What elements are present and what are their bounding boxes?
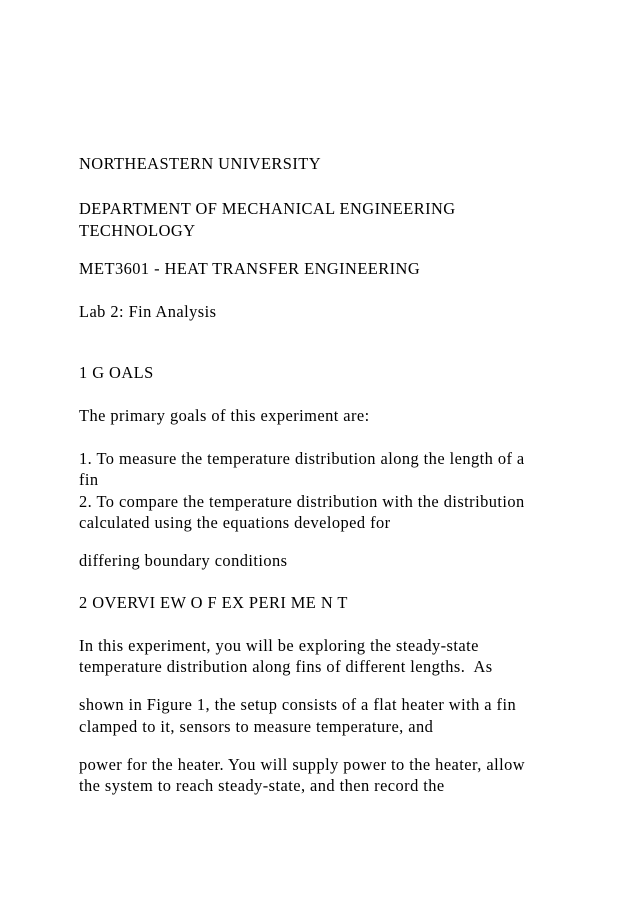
department-name-line-1: DEPARTMENT OF MECHANICAL ENGINEERING: [79, 199, 456, 218]
goals-intro: The primary goals of this experiment are:: [79, 406, 370, 425]
department-name-line-2: TECHNOLOGY: [79, 221, 196, 240]
goal-1-line-1: 1. To measure the temperature distribution along the length of a: [79, 449, 525, 468]
overview-para-3-line-2: the system to reach steady-state, and then record the: [79, 776, 445, 795]
overview-para-2-line-1: shown in Figure 1, the setup consists of a flat heater with a fin: [79, 695, 517, 714]
overview-para-2-line-2: clamped to it, sensors to measure temperature, and: [79, 717, 434, 736]
goal-2-line-1: 2. To compare the temperature distribution with the distribution: [79, 492, 525, 511]
course-title: MET3601 - HEAT TRANSFER ENGINEERING: [79, 259, 421, 278]
goal-2-line-3: differing boundary conditions: [79, 551, 288, 570]
university-name: NORTHEASTERN UNIVERSITY: [79, 154, 322, 173]
section-heading-goals: 1 G OALS: [79, 363, 154, 382]
goal-1-line-2: fin: [79, 470, 99, 489]
overview-para-3-line-1: power for the heater. You will supply power to the heater, allow: [79, 755, 526, 774]
section-heading-overview: 2 OVERVI EW O F EX PERI ME N T: [79, 593, 348, 612]
lab-title: Lab 2: Fin Analysis: [79, 302, 217, 321]
overview-para-1-line-1: In this experiment, you will be exploring the steady-state: [79, 636, 479, 655]
overview-para-1-line-2: temperature distribution along fins of different lengths. As: [79, 657, 493, 676]
goal-2-line-2: calculated using the equations developed for: [79, 513, 391, 532]
